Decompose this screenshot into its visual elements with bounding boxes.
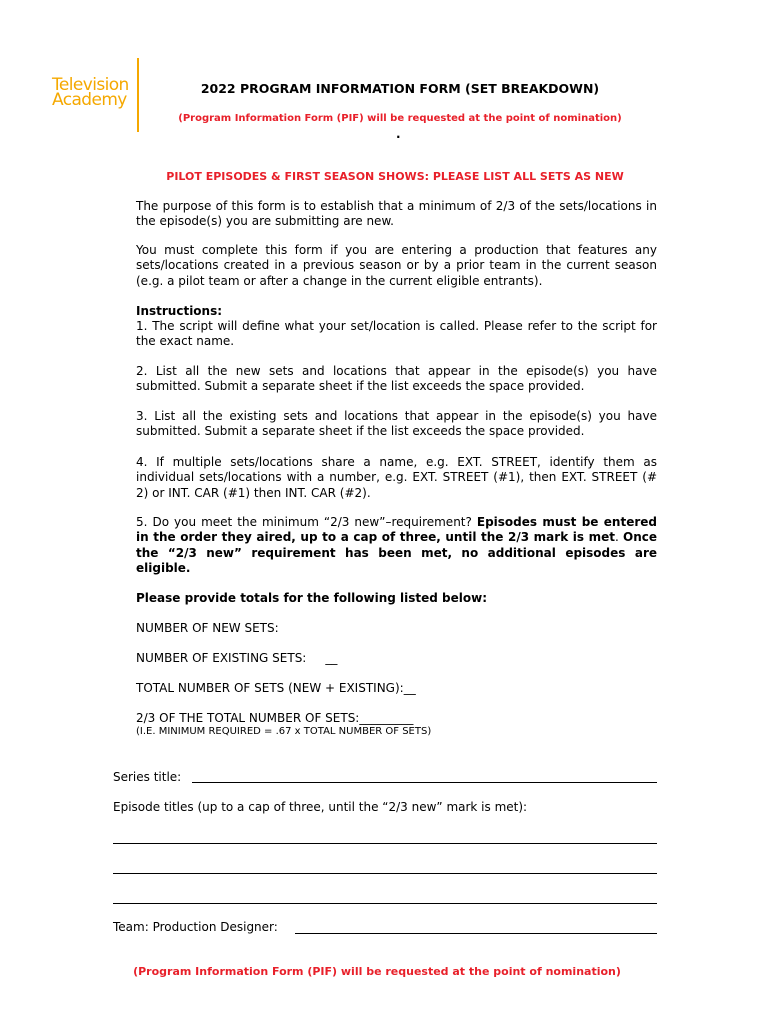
logo-divider bbox=[137, 58, 139, 132]
team-label: Team: Production Designer: bbox=[113, 920, 278, 934]
instruction-3: 3. List all the existing sets and locations that appear in the episode(s) you have submitted. Submit a separate sheet if the list exceeds the space provided. bbox=[136, 409, 657, 439]
logo-line-2: Academy bbox=[52, 90, 127, 110]
pilot-warning: PILOT EPISODES & FIRST SEASON SHOWS: PLEASE LIST ALL SETS AS NEW bbox=[166, 170, 624, 183]
instruction-5-order-rule: Episodes must be entered in the order they aired, up to a cap of three, until the 2/3 mark is met bbox=[136, 515, 657, 545]
series-title-line[interactable] bbox=[192, 782, 657, 783]
total-sets-label[interactable]: TOTAL NUMBER OF SETS (NEW + EXISTING):__ bbox=[136, 681, 416, 695]
totals-heading: Please provide totals for the following listed below: bbox=[136, 591, 488, 605]
episode-title-line-3[interactable] bbox=[113, 903, 657, 904]
instructions-heading: Instructions: bbox=[136, 304, 223, 318]
must-complete-paragraph: You must complete this form if you are entering a production that features any sets/locations created in a previous season or by a prior team in the current season (e.g. a pilot team or after a change in the current eligible entrants). bbox=[136, 243, 657, 288]
team-line[interactable] bbox=[295, 933, 657, 934]
two-thirds-label[interactable]: 2/3 OF THE TOTAL NUMBER OF SETS:_________ bbox=[136, 711, 414, 725]
logo-line-1: Television bbox=[52, 75, 129, 95]
instruction-5-eligibility-rule: Once the “2/3 new” requirement has been met, no additional episodes are eligible. bbox=[136, 530, 657, 575]
instruction-5-question: 5. Do you meet the minimum “2/3 new”–requirement? bbox=[136, 515, 477, 529]
instruction-4: 4. If multiple sets/locations share a name, e.g. EXT. STREET, identify them as individual sets/locations with a number, e.g. EXT. STREET (#1), then EXT. STREET (# 2) or INT. CAR (#1) then INT. CAR (#2). bbox=[136, 455, 657, 500]
episode-title-line-2[interactable] bbox=[113, 873, 657, 874]
series-title-label: Series title: bbox=[113, 770, 182, 784]
new-sets-label[interactable]: NUMBER OF NEW SETS: bbox=[136, 621, 279, 635]
existing-sets-label[interactable]: NUMBER OF EXISTING SETS: __ bbox=[136, 651, 338, 665]
minimum-note: (I.E. MINIMUM REQUIRED = .67 x TOTAL NUMBER OF SETS) bbox=[136, 726, 432, 737]
instruction-1: 1. The script will define what your set/location is called. Please refer to the script for the exact name. bbox=[136, 319, 657, 349]
instruction-5-separator: . bbox=[614, 530, 623, 545]
instruction-5 bbox=[136, 515, 657, 576]
form-title: 2022 PROGRAM INFORMATION FORM (SET BREAKDOWN) bbox=[200, 81, 600, 96]
header-dot: . bbox=[396, 127, 401, 141]
television-academy-logo bbox=[52, 75, 132, 110]
pif-notice-bottom: (Program Information Form (PIF) will be requested at the point of nomination) bbox=[133, 965, 621, 978]
pif-notice-top: (Program Information Form (PIF) will be requested at the point of nomination) bbox=[178, 113, 622, 124]
purpose-paragraph: The purpose of this form is to establish that a minimum of 2/3 of the sets/locations in the episode(s) you are submitting are new. bbox=[136, 199, 657, 229]
instruction-2: 2. List all the new sets and locations that appear in the episode(s) you have submitted. Submit a separate sheet if the list exceeds the space provided. bbox=[136, 364, 657, 394]
episode-title-line-1[interactable] bbox=[113, 843, 657, 844]
episode-titles-label: Episode titles (up to a cap of three, until the “2/3 new” mark is met): bbox=[113, 800, 528, 814]
